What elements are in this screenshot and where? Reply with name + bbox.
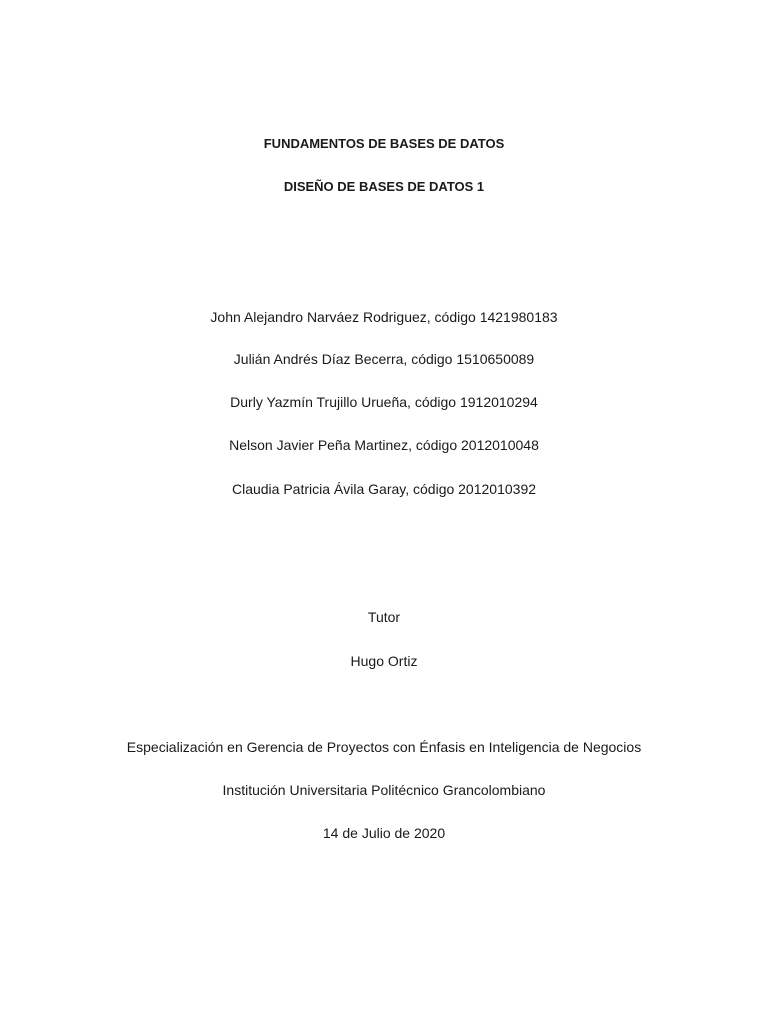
document-date: 14 de Julio de 2020 <box>322 825 446 841</box>
document-title: FUNDAMENTOS DE BASES DE DATOS <box>263 136 505 151</box>
author-line: Julián Andrés Díaz Becerra, código 1510650089 <box>233 351 535 367</box>
author-line: Claudia Patricia Ávila Garay, código 2012010392 <box>231 481 537 497</box>
program-name: Especialización en Gerencia de Proyectos con Énfasis en Inteligencia de Negocios <box>126 739 642 755</box>
author-line: Durly Yazmín Trujillo Urueña, código 1912010294 <box>230 394 538 410</box>
tutor-label: Tutor <box>367 609 401 625</box>
tutor-name: Hugo Ortiz <box>350 653 418 669</box>
document-subtitle: DISEÑO DE BASES DE DATOS 1 <box>283 179 485 194</box>
institution-name: Institución Universitaria Politécnico Grancolombiano <box>222 782 546 798</box>
author-line: John Alejandro Narváez Rodriguez, código 1421980183 <box>210 309 558 325</box>
author-line: Nelson Javier Peña Martinez, código 2012010048 <box>229 437 539 453</box>
